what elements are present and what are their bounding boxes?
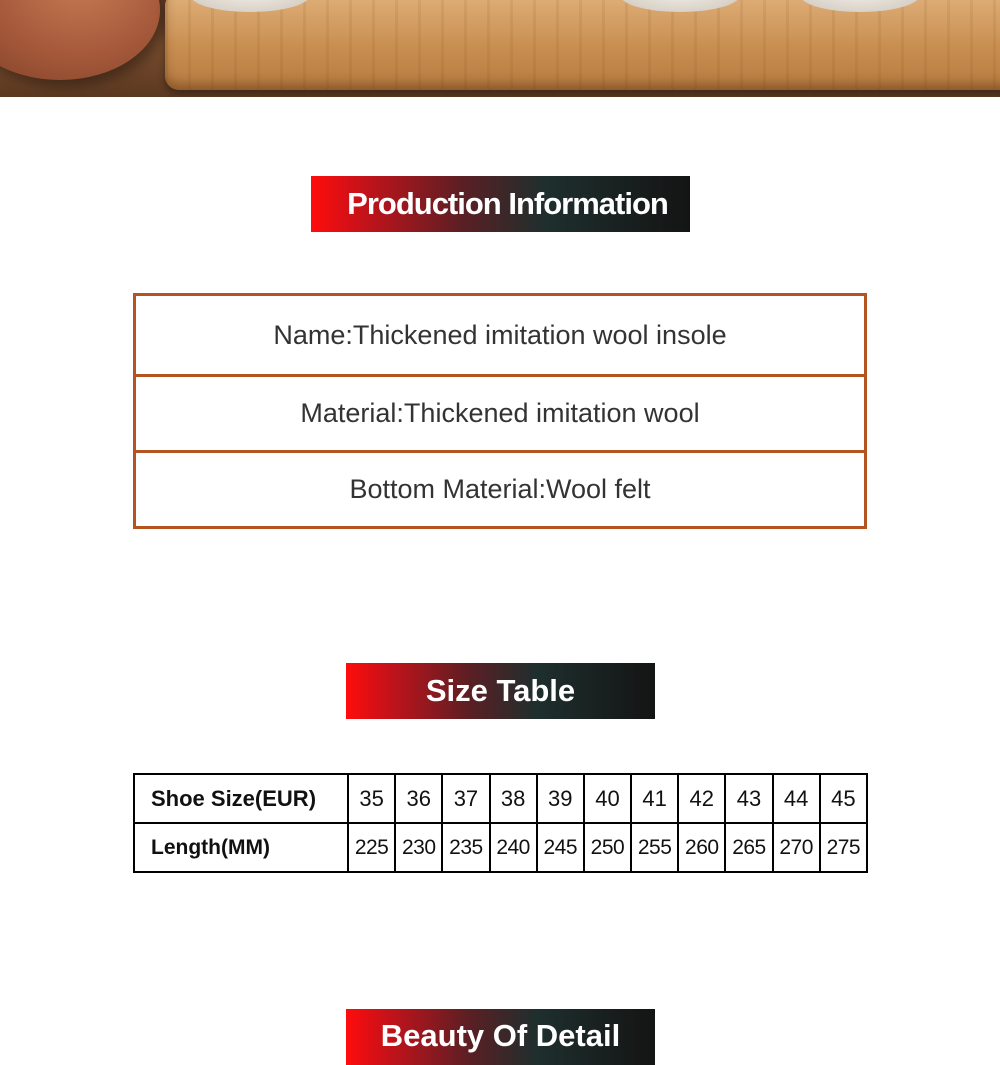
length-cell: 260 (678, 823, 725, 872)
size-table (133, 773, 868, 873)
shoe-size-cell: 39 (537, 774, 584, 823)
length-cell: 275 (820, 823, 867, 872)
length-cell: 255 (631, 823, 678, 872)
clay-bowl-image (0, 0, 160, 80)
length-cell: 240 (490, 823, 537, 872)
shoe-size-cell: 44 (773, 774, 820, 823)
product-material-row (136, 374, 864, 450)
product-photo-strip (0, 0, 1000, 97)
product-name-text: Name:Thickened imitation wool insole (273, 319, 727, 350)
product-info-box (133, 293, 867, 529)
shoe-size-cell: 42 (678, 774, 725, 823)
length-cell: 250 (584, 823, 631, 872)
shoe-size-cell: 36 (395, 774, 442, 823)
shoe-size-cell: 37 (442, 774, 489, 823)
length-row (134, 823, 867, 872)
product-material-text: Material:Thickened imitation wool (300, 398, 700, 428)
production-information-banner (311, 176, 690, 232)
beauty-of-detail-title: Beauty Of Detail (380, 1018, 621, 1053)
length-cell: 245 (537, 823, 584, 872)
size-table-banner (346, 663, 655, 719)
shoe-size-cell: 35 (348, 774, 395, 823)
shoe-size-cell: 43 (725, 774, 772, 823)
length-cell: 270 (773, 823, 820, 872)
length-cell: 230 (395, 823, 442, 872)
wooden-tray-image (165, 0, 1000, 90)
length-cell: 265 (725, 823, 772, 872)
beauty-of-detail-banner (346, 1009, 655, 1065)
shoe-size-cell: 38 (490, 774, 537, 823)
length-cell: 225 (348, 823, 395, 872)
shoe-size-header: Shoe Size(EUR) (134, 774, 348, 823)
length-header: Length(MM) (134, 823, 348, 872)
shoe-size-cell: 41 (631, 774, 678, 823)
production-information-title: Production Information (347, 186, 668, 221)
size-table-title: Size Table (425, 673, 576, 708)
shoe-size-cell: 40 (584, 774, 631, 823)
shoe-size-row (134, 774, 867, 823)
product-name-row (136, 296, 864, 374)
product-bottom-material-text: Bottom Material:Wool felt (349, 474, 651, 504)
length-cell: 235 (442, 823, 489, 872)
product-bottom-material-row (136, 450, 864, 526)
shoe-size-cell: 45 (820, 774, 867, 823)
